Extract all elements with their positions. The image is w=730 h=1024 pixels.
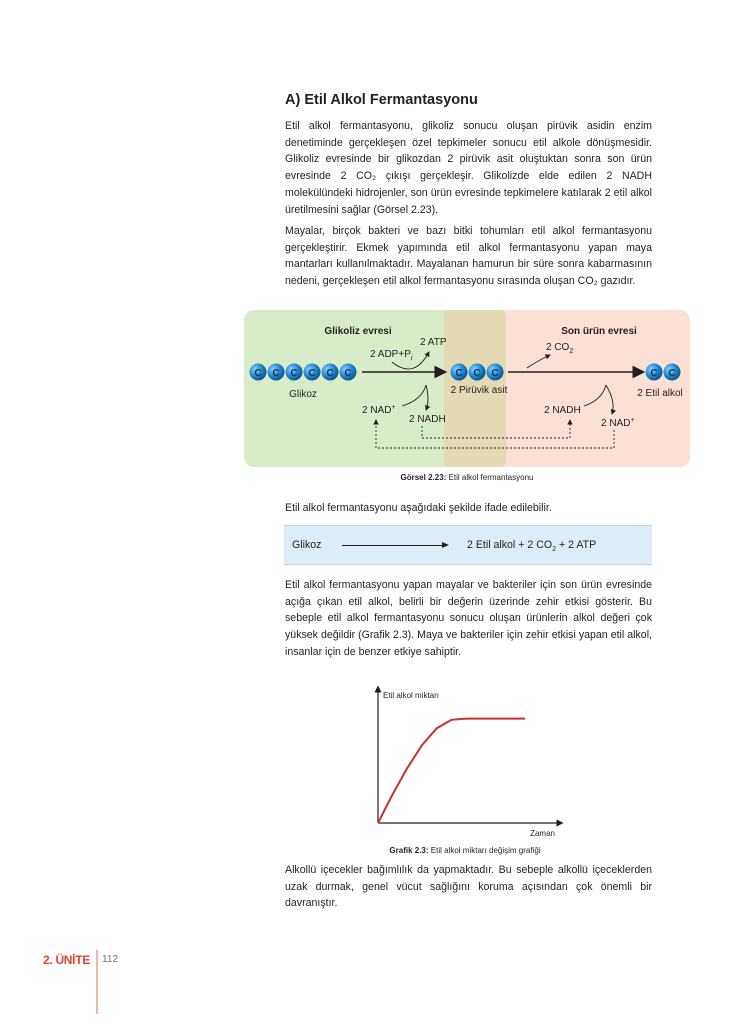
nad-left-text: 2 NAD bbox=[362, 405, 392, 416]
equation-right bbox=[467, 539, 596, 553]
adp-text: 2 ADP+P bbox=[370, 349, 411, 360]
chart-points bbox=[378, 719, 525, 823]
paragraph-intro-text: Etil alkol fermantasyonu, glikoliz sonucu oluşan pirüvik asidin enzim denetiminde gerçekleşen özel tepkimeler sonucu etil alkole dönüşmesidir. Glikoliz evresinde bir glikozdan 2 pirüvik asit oluştuktan sonra son ürün evresinde 2 CO₂ çıkışı gerçekleşir. Glikolizde elde edilen 2 NADH molekülündeki hidrojenler, son ürün evresinde tepkimelere katılarak 2 etil alkol üretilmesini sağlar (Görsel 2.23). bbox=[285, 120, 652, 216]
glycolysis-phase-title: Glikoliz evresi bbox=[324, 326, 392, 337]
carbon-label: C bbox=[491, 368, 499, 379]
pyruvic-acid-molecule bbox=[451, 364, 504, 381]
chart-caption bbox=[355, 846, 575, 855]
nad-right-label bbox=[601, 417, 635, 429]
paragraph-toxicity-text: Etil alkol fermantasyonu yapan mayalar ve bakteriler için son ürün evresinde açığa çıkan etil alkol, belirli bir değerin üzerinde zehir etkisi gösterir. Bu sebeple etil alkol fermantasyonu sonucu oluşan ürünlerin alkol değeri çok yüksek değildir (Grafik 2.3). Maya ve bakteriler için zehir etkisi yapan etil alkol, insanlar için de benzer etkiye sahiptir. bbox=[285, 579, 652, 658]
carbon-label: C bbox=[254, 368, 262, 379]
footer-unit: 2. ÜNİTE bbox=[43, 953, 90, 967]
nad-right-text: 2 NAD bbox=[601, 418, 631, 429]
nadh-right-label: 2 NADH bbox=[544, 405, 581, 416]
equation-right-part2: + 2 ATP bbox=[556, 539, 597, 551]
carbon-label: C bbox=[290, 368, 298, 379]
equation-right-sub: 2 bbox=[552, 546, 556, 554]
paragraph-addiction bbox=[285, 862, 652, 912]
ethanol-label: 2 Etil alkol bbox=[637, 388, 683, 399]
adp-sub: i bbox=[410, 355, 413, 362]
chart-y-label: Etil alkol miktarı bbox=[383, 691, 440, 700]
footer-page-number: 112 bbox=[102, 954, 118, 965]
fermentation-diagram bbox=[244, 310, 690, 467]
alcohol-chart bbox=[355, 683, 575, 841]
chart-series-line bbox=[378, 719, 525, 823]
equation-arrow-head bbox=[442, 542, 449, 548]
figure-caption bbox=[244, 473, 690, 482]
carbon-label: C bbox=[326, 368, 334, 379]
paragraph-addiction-text: Alkollü içecekler bağımlılık da yapmaktadır. Bu sebeple alkollü içeceklerden uzak durmak, genel vücut sağlığını koruma açısından çok önemli bir davranıştır. bbox=[285, 864, 652, 910]
paragraph-yeast bbox=[285, 223, 652, 290]
alcohol-chart-svg bbox=[355, 683, 575, 841]
carbon-label: C bbox=[455, 368, 463, 379]
paragraph-toxicity bbox=[285, 577, 652, 661]
nad-left-label bbox=[362, 404, 396, 416]
paragraph-expression bbox=[285, 500, 652, 517]
nadh-left-label: 2 NADH bbox=[409, 414, 446, 425]
pyruvic-acid-label: 2 Pirüvik asit bbox=[450, 385, 508, 396]
equation-arrow bbox=[342, 545, 446, 546]
section-title: A) Etil Alkol Fermantasyonu bbox=[285, 92, 478, 108]
chart-caption-text: Etil alkol miktarı değişim grafiği bbox=[430, 846, 541, 855]
glucose-label: Glikoz bbox=[289, 389, 317, 400]
equation-box bbox=[284, 525, 652, 565]
equation-left: Glikoz bbox=[292, 539, 322, 551]
figure-caption-label: Görsel 2.23: bbox=[400, 473, 447, 482]
carbon-label: C bbox=[344, 368, 352, 379]
fermentation-diagram-svg bbox=[244, 310, 690, 467]
atp-label: 2 ATP bbox=[420, 337, 447, 348]
co2-text: 2 CO bbox=[546, 342, 570, 353]
paragraph-intro bbox=[285, 118, 652, 218]
nad-left-sup: + bbox=[391, 404, 396, 411]
paragraph-yeast-text: Mayalar, birçok bakteri ve bazı bitki tohumları etil alkol fermantasyonu gerçekleştirir. Ekmek yapımında etil alkol fermantasyonu yapan maya mantarları kullanılmaktadır. Mayalanan hamurun bir süre sonra kabarmasının nedeni, gerçekleşen etil alkol fermantasyonu sırasında oluşan CO₂ gazıdır. bbox=[285, 225, 652, 288]
carbon-label: C bbox=[308, 368, 316, 379]
final-phase-title: Son ürün evresi bbox=[561, 326, 637, 337]
carbon-label: C bbox=[473, 368, 481, 379]
paragraph-expression-text: Etil alkol fermantasyonu aşağıdaki şekilde ifade edilebilir. bbox=[285, 502, 552, 514]
chart-x-label: Zaman bbox=[530, 829, 555, 838]
chart-caption-label: Grafik 2.3: bbox=[389, 846, 429, 855]
carbon-label: C bbox=[272, 368, 280, 379]
co2-sub: 2 bbox=[569, 348, 574, 355]
carbon-label: C bbox=[650, 368, 658, 379]
footer-divider bbox=[96, 950, 98, 1014]
figure-caption-text: Etil alkol fermantasyonu bbox=[448, 473, 534, 482]
nad-right-sup: + bbox=[630, 417, 635, 424]
carbon-label: C bbox=[668, 368, 676, 379]
equation-right-part1: 2 Etil alkol + 2 CO bbox=[467, 539, 553, 551]
